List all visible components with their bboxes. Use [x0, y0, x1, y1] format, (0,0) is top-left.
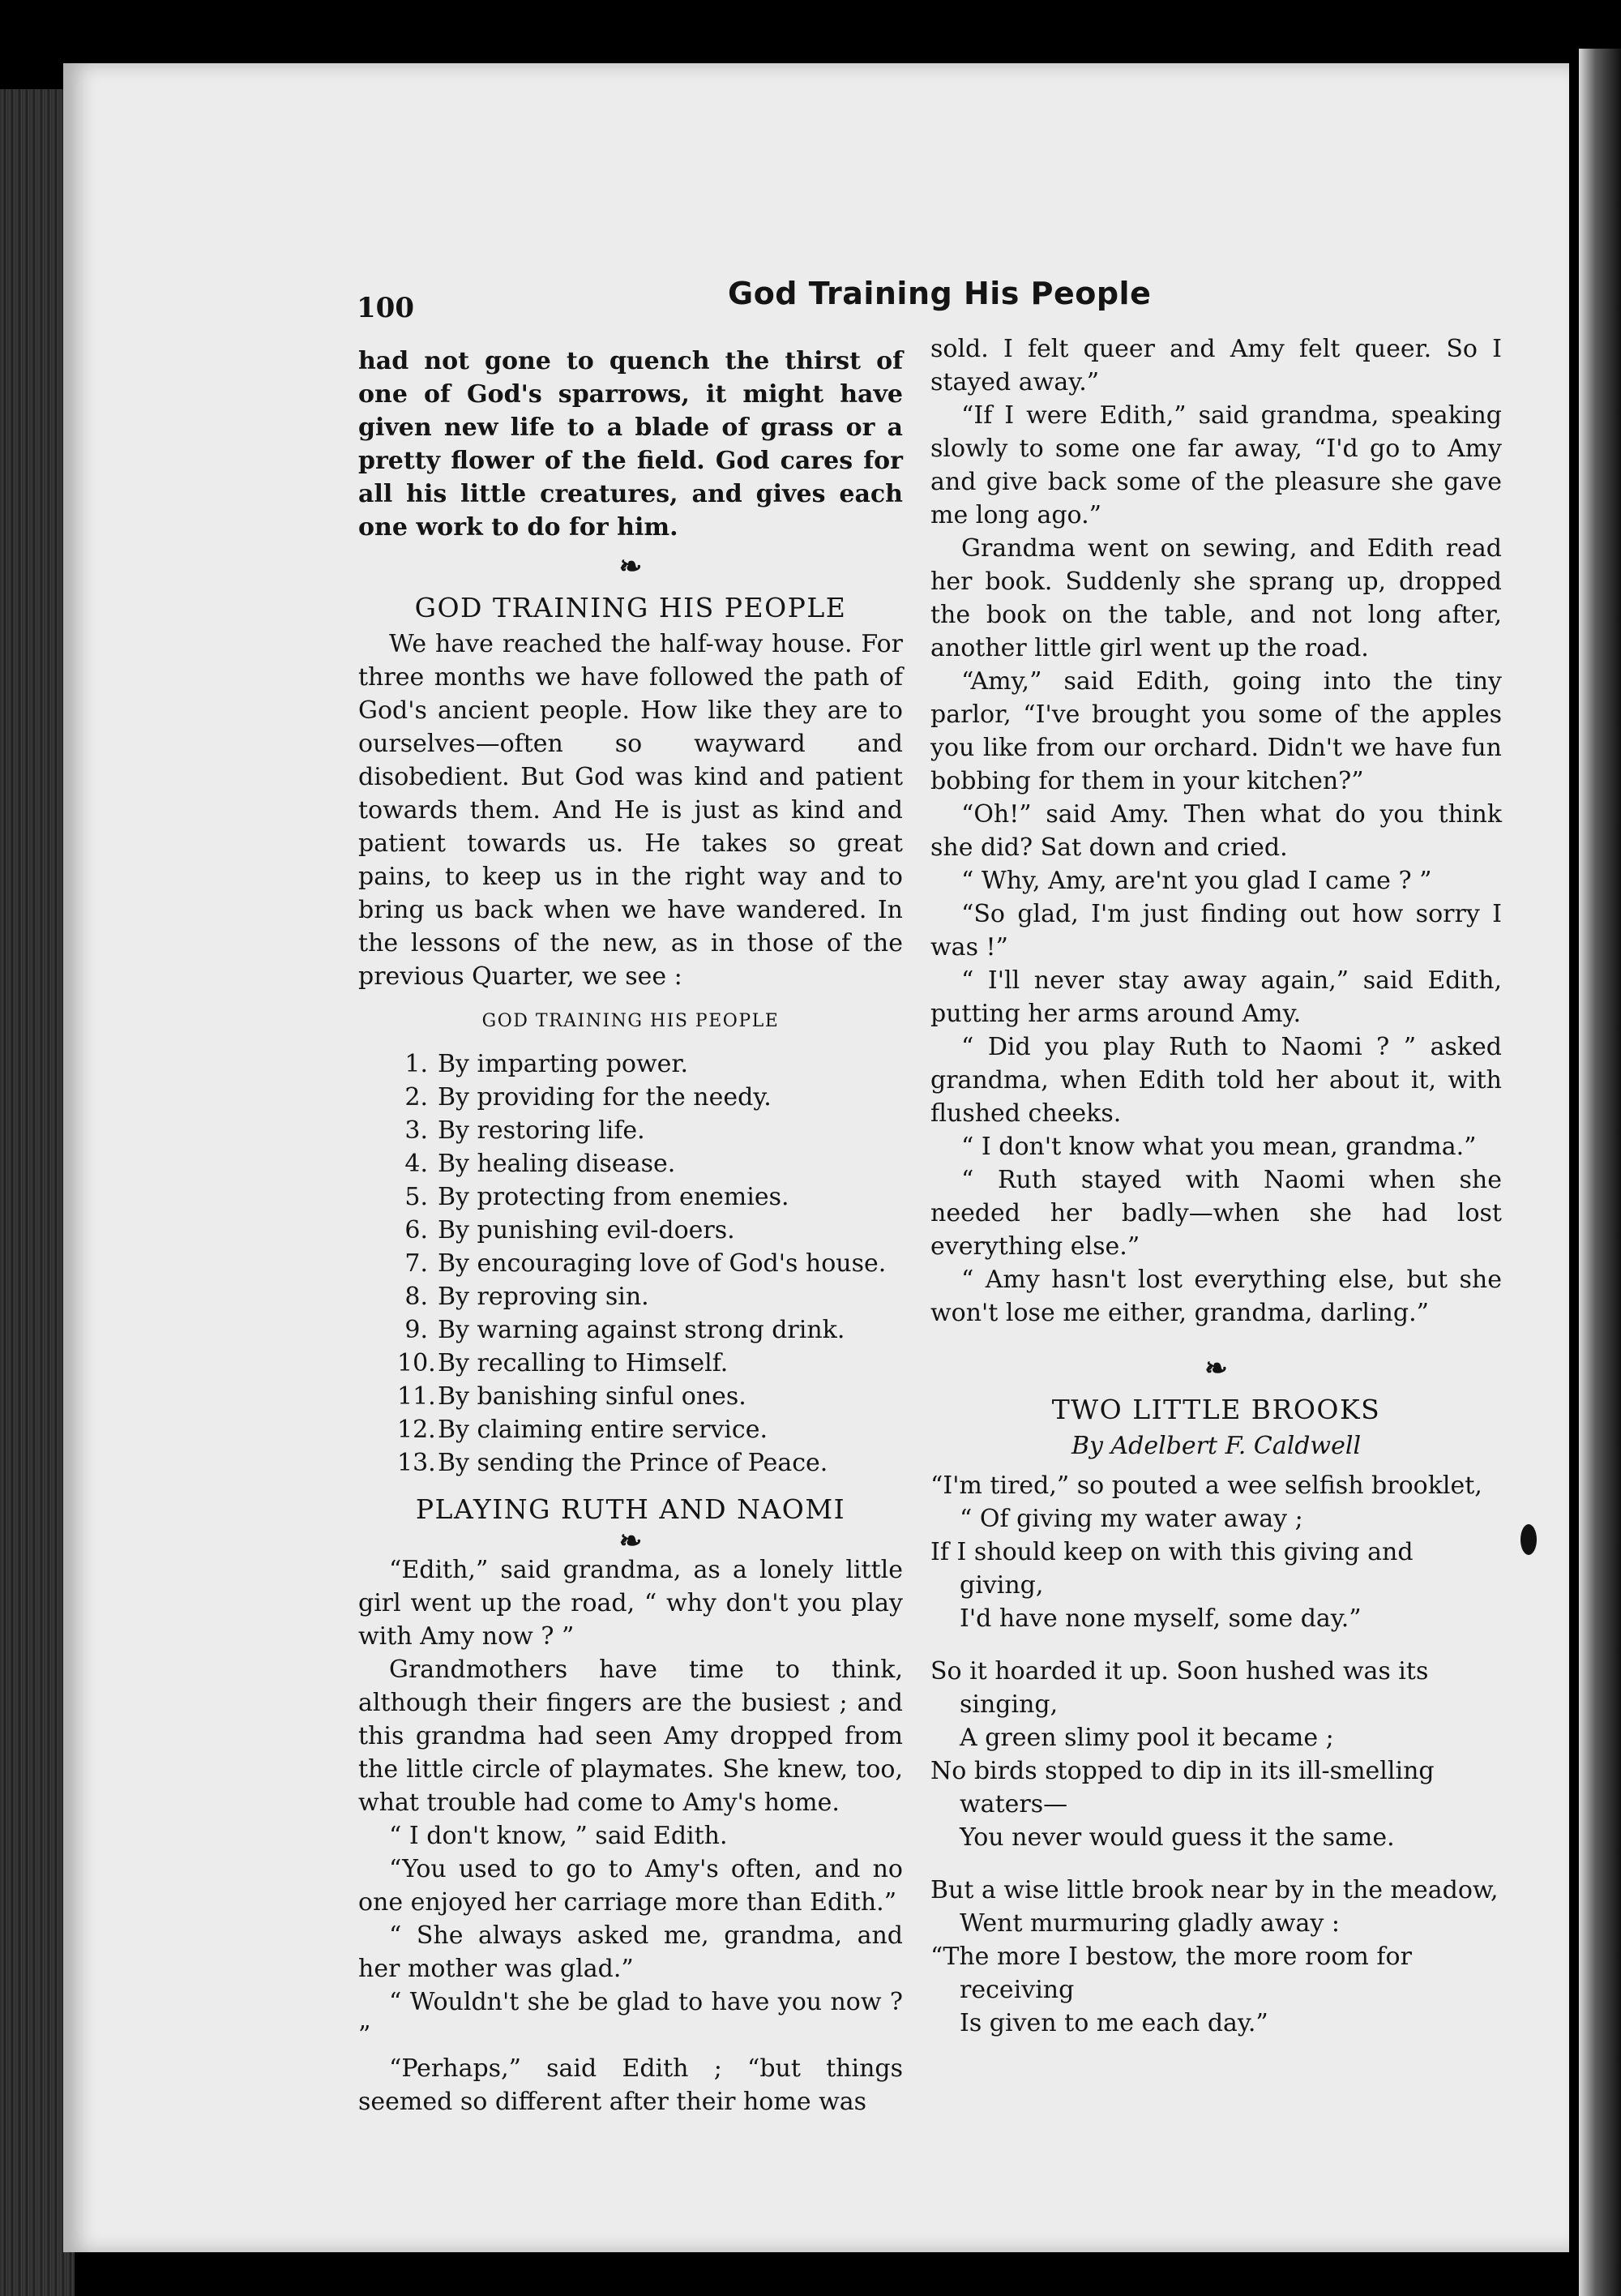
list-item: 8. By reproving sin.: [404, 1283, 649, 1311]
poem-line: But a wise little brook near by in the meadow,: [930, 1876, 1499, 1904]
body-paragraph: “ I don't know, ” said Edith.: [389, 1822, 728, 1850]
poem-title: TWO LITTLE BROOKS: [1051, 1394, 1381, 1425]
list-item: 12. By claiming entire service.: [397, 1416, 768, 1444]
list-title: GOD TRAINING HIS PEOPLE: [481, 1011, 780, 1031]
page-number: 100: [357, 292, 414, 324]
poem-line: “ Of giving my water away ;: [960, 1505, 1303, 1533]
list-item: 9. By warning against strong drink.: [404, 1316, 845, 1344]
poem-byline: By Adelbert F. Caldwell: [1071, 1432, 1362, 1460]
list-item: 2. By providing for the needy.: [404, 1083, 772, 1112]
list-item: 4. By healing disease.: [404, 1150, 676, 1178]
ink-blot: [1520, 1524, 1537, 1555]
poem-line: I'd have none myself, some day.”: [960, 1604, 1362, 1633]
body-paragraph: “Edith,” said grandma, as a lonely little girl went up the road, “ why don't you play with Amy now ? ”: [358, 1556, 903, 1651]
poem-line: “I'm tired,” so pouted a wee selfish brooklet,: [930, 1471, 1482, 1500]
training-list: [358, 1047, 903, 1480]
list-item: 6. By punishing evil-doers.: [404, 1216, 735, 1244]
poem-line: singing,: [960, 1690, 1059, 1719]
section-separator: ❧: [1204, 1352, 1228, 1385]
stanza-break: [930, 1635, 1502, 1655]
poem: [930, 1469, 1502, 2040]
body-paragraph: “ Did you play Ruth to Naomi ? ” asked grandma, when Edith told her about it, with flushed cheeks.: [930, 1033, 1502, 1128]
list-item: 11. By banishing sinful ones.: [397, 1382, 746, 1411]
list-item: 10. By recalling to Himself.: [397, 1349, 729, 1377]
list-item: 13. By sending the Prince of Peace.: [397, 1449, 828, 1477]
poem-line: If I should keep on with this giving and: [930, 1538, 1414, 1566]
running-head: God Training His People: [728, 276, 1152, 311]
stanza-break: [930, 1854, 1502, 1874]
poem-line: No birds stopped to dip in its ill-smelling: [930, 1757, 1435, 1785]
list-item: 1. By imparting power.: [404, 1050, 688, 1078]
section-separator: ❧: [618, 550, 643, 583]
poem-line: Is given to me each day.”: [960, 2009, 1268, 2037]
list-item: 5. By protecting from enemies.: [404, 1183, 789, 1211]
body-paragraph: “You used to go to Amy's often, and no one enjoyed her carriage more than Edith.”: [358, 1855, 903, 1917]
section-title-ruth-naomi: PLAYING RUTH AND NAOMI: [415, 1493, 846, 1525]
body-paragraph: “ Wouldn't she be glad to have you now ? ”: [358, 1988, 903, 2050]
body-paragraph: “ I don't know what you mean, grandma.”: [961, 1133, 1477, 1161]
continuation-paragraph: sold. I felt queer and Amy felt queer. So I stayed away.”: [930, 335, 1502, 396]
poem-line: giving,: [960, 1571, 1044, 1600]
body-paragraph: “ Amy hasn't lost everything else, but she won't lose me either, grandma, darling.”: [930, 1266, 1502, 1327]
body-paragraph: “So glad, I'm just finding out how sorry I was !”: [930, 900, 1502, 962]
poem-line: You never would guess it the same.: [960, 1823, 1395, 1852]
body-paragraph: “ Why, Amy, are'nt you glad I came ? ”: [961, 867, 1432, 895]
poem-line: A green slimy pool it became ;: [960, 1724, 1334, 1752]
list-item: 7. By encouraging love of God's house.: [404, 1249, 887, 1278]
body-paragraph: “If I were Edith,” said grandma, speaking slowly to some one far away, “I'd go to Amy and give back some of the pleasure she gave me long ago.”: [930, 401, 1502, 529]
right-column: [930, 332, 1502, 2040]
binding-shadow: [1579, 49, 1621, 2296]
page-header: [357, 268, 1183, 324]
body-paragraph: “Amy,” said Edith, going into the tiny parlor, “I've brought you some of the apples you like from our orchard. Didn't we have fun bobbing for them in your kitchen?”: [930, 667, 1502, 795]
body-paragraph: “ She always asked me, grandma, and her mother was glad.”: [358, 1921, 903, 1983]
body-paragraph: “Oh!” said Amy. Then what do you think she did? Sat down and cried.: [930, 800, 1502, 862]
body-paragraph: We have reached the half-way house. For three months we have followed the path of God's ancient people. How like they are to ourselves—often so wayward and disobedient. But God was kind and patient towards them. And He is just as kind and patient towards us. He takes so great pains, to keep us in the right way and to bring us back when we have wandered. In the lessons of the new, as in those of the previous Quarter, we see :: [358, 630, 903, 991]
body-paragraph: “Perhaps,” said Edith ; “but things seemed so different after their home was: [358, 2054, 903, 2116]
body-paragraph: “ Ruth stayed with Naomi when she needed her badly—when she had lost everything else.”: [930, 1166, 1502, 1261]
list-item: 3. By restoring life.: [404, 1116, 645, 1145]
body-paragraph: Grandmothers have time to think, although their fingers are the busiest ; and this grandma had seen Amy dropped from the little circle of playmates. She knew, too, what trouble had come to Amy's home.: [358, 1656, 903, 1817]
poem-line: Went murmuring gladly away :: [960, 1909, 1340, 1938]
poem-line: So it hoarded it up. Soon hushed was its: [930, 1657, 1429, 1686]
opening-paragraph: had not gone to quench the thirst of one of God's sparrows, it might have given new life to a blade of grass or a pretty flower of the field. God cares for all his little creatures, and gives each one work to do for him.: [358, 347, 903, 542]
poem-line: “The more I bestow, the more room for: [930, 1943, 1412, 1971]
poem-line: receiving: [960, 1976, 1075, 2004]
section-title-god-training: GOD TRAINING HIS PEOPLE: [414, 592, 847, 623]
body-paragraph: “ I'll never stay away again,” said Edith, putting her arms around Amy.: [930, 966, 1502, 1028]
body-paragraph: Grandma went on sewing, and Edith read her book. Suddenly she sprang up, dropped the book on the table, and not long after, another little girl went up the road.: [930, 534, 1502, 662]
left-column: [358, 345, 903, 2118]
section-separator: ❧: [618, 1525, 643, 1557]
poem-line: waters—: [960, 1790, 1068, 1818]
